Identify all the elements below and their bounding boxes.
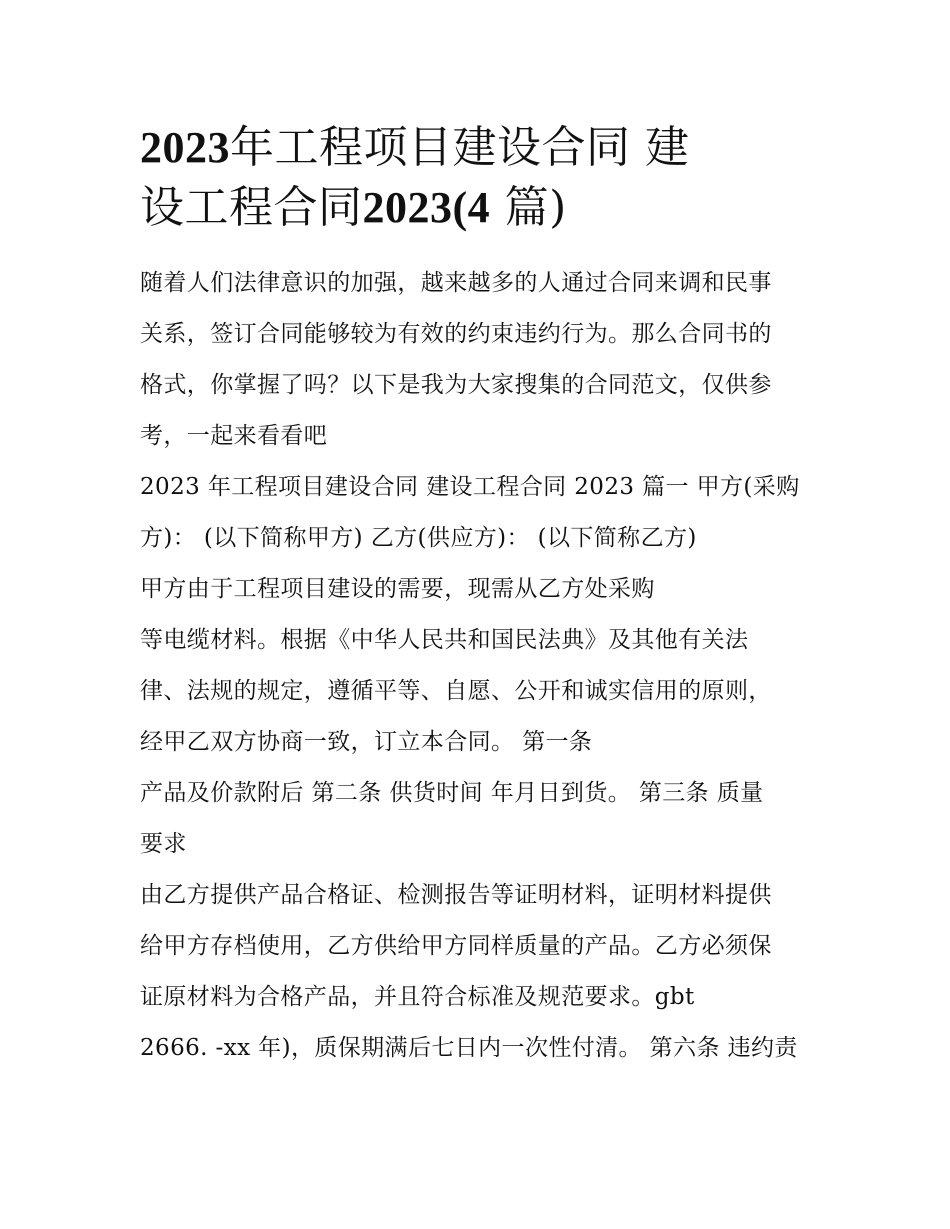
text-line: 要求 [140,831,187,857]
title-year-count: 2023(4 [362,183,491,232]
text-line: 关系，签订合同能够较为有效的约束违约行为。那么合同书的 [140,321,772,347]
text-line: 等电缆材料。根据《中华人民共和国民法典》及其他有关法 [140,627,749,653]
title-year: 2023 [140,123,230,172]
text-line: 证原材料为合格产品，并且符合标准及规范要求。gbt [140,984,695,1010]
text-line: 律、法规的规定，遵循平等、自愿、公开和诚实信用的原则， [140,678,772,704]
text-line: 给甲方存档使用，乙方供给甲方同样质量的产品。乙方必须保 [140,933,772,959]
text-line: 2666. -xx 年)，质保期满后七日内一次性付清。 第六条 违约责 [140,1035,798,1061]
text-line: 由乙方提供产品合格证、检测报告等证明材料，证明材料提供 [140,882,772,908]
title-text-1: 年工程项目建设合同 建 [230,122,690,173]
text-line: 考，一起来看看吧 [140,423,328,449]
text-line: 格式，你掌握了吗？以下是我为大家搜集的合同范文，仅供参 [140,372,772,398]
text-line: 产品及价款附后 第二条 供货时间 年月日到货。 第三条 质量 [140,780,764,806]
text-line: 经甲乙双方协商一致，订立本合同。 第一条 [140,729,593,755]
text-line: 方)： (以下简称甲方) 乙方(供应方)： (以下简称乙方) [140,525,697,551]
document-body [140,118,820,1074]
title-text-3: 篇) [490,182,567,233]
text-line: 随着人们法律意识的加强，越来越多的人通过合同来调和民事 [140,270,772,296]
title-text-2: 设工程合同 [140,182,363,233]
text-line: 2023 年工程项目建设合同 建设工程合同 2023 篇一 甲方(采购 [140,474,800,500]
document-title [140,118,820,238]
text-line: 甲方由于工程项目建设的需要，现需从乙方处采购 [140,576,655,602]
